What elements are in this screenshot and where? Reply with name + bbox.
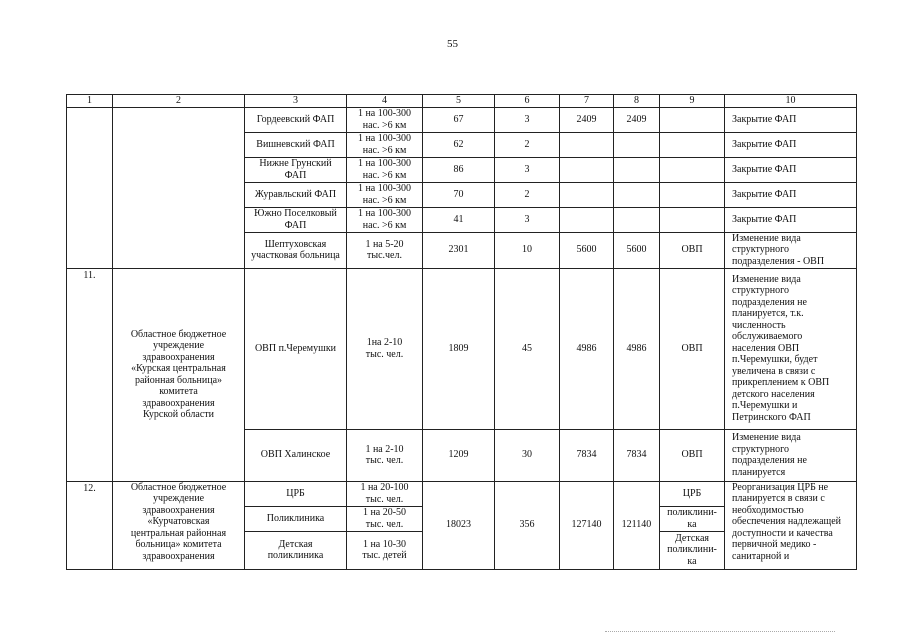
norm-cell: 1 на 100-300 нас. >6 км bbox=[347, 182, 423, 207]
facility-name: Вишневский ФАП bbox=[245, 132, 347, 157]
value-cell: 5600 bbox=[614, 232, 660, 268]
facility-name: Шептуховская участковая больница bbox=[245, 232, 347, 268]
value-cell bbox=[614, 132, 660, 157]
page-number: 55 bbox=[447, 38, 458, 50]
table-row bbox=[67, 481, 857, 506]
notes-cell: Изменение вида структурного подразделения - ОВП bbox=[725, 232, 857, 268]
column-header: 7 bbox=[560, 95, 614, 108]
type-cell bbox=[660, 132, 725, 157]
value-cell: 7834 bbox=[614, 429, 660, 481]
norm-cell: 1 на 20-100 тыс. чел. bbox=[347, 481, 423, 506]
type-cell: ОВП bbox=[660, 232, 725, 268]
type-cell bbox=[660, 157, 725, 182]
facility-name: Гордеевский ФАП bbox=[245, 107, 347, 132]
value-cell: 3 bbox=[495, 107, 560, 132]
value-cell: 1809 bbox=[423, 268, 495, 429]
value-cell bbox=[614, 207, 660, 232]
value-cell: 45 bbox=[495, 268, 560, 429]
notes-cell: Закрытие ФАП bbox=[725, 157, 857, 182]
notes-cell: Закрытие ФАП bbox=[725, 107, 857, 132]
type-cell bbox=[660, 207, 725, 232]
value-cell: 41 bbox=[423, 207, 495, 232]
column-header: 8 bbox=[614, 95, 660, 108]
column-header: 1 bbox=[67, 95, 113, 108]
column-header: 6 bbox=[495, 95, 560, 108]
value-cell bbox=[614, 157, 660, 182]
type-cell: ЦРБ bbox=[660, 481, 725, 506]
organization-cell: Областное бюджетное учреждение здравоохранения «Курская центральная районная больница» комитета здравоохранения Курской области bbox=[113, 268, 245, 481]
value-cell bbox=[560, 207, 614, 232]
type-cell: Детская поликлини- ка bbox=[660, 531, 725, 569]
norm-cell: 1 на 10-30 тыс. детей bbox=[347, 531, 423, 569]
column-header: 9 bbox=[660, 95, 725, 108]
norm-cell: 1 на 100-300 нас. >6 км bbox=[347, 107, 423, 132]
facility-name: ЦРБ bbox=[245, 481, 347, 506]
facility-name: Детская поликлиника bbox=[245, 531, 347, 569]
organization-cell bbox=[113, 107, 245, 268]
column-header: 10 bbox=[725, 95, 857, 108]
value-cell: 127140 bbox=[560, 481, 614, 569]
facility-name: Нижне Грунский ФАП bbox=[245, 157, 347, 182]
value-cell: 3 bbox=[495, 157, 560, 182]
norm-cell: 1 на 5-20 тыс.чел. bbox=[347, 232, 423, 268]
notes-cell: Закрытие ФАП bbox=[725, 182, 857, 207]
column-header: 3 bbox=[245, 95, 347, 108]
value-cell: 2409 bbox=[560, 107, 614, 132]
value-cell: 2301 bbox=[423, 232, 495, 268]
type-cell: поликлини- ка bbox=[660, 506, 725, 531]
value-cell bbox=[560, 132, 614, 157]
notes-cell: Изменение вида структурного подразделения не планируется bbox=[725, 429, 857, 481]
column-number-row bbox=[67, 95, 857, 108]
value-cell: 4986 bbox=[560, 268, 614, 429]
column-header: 5 bbox=[423, 95, 495, 108]
norm-cell: 1 на 2-10 тыс. чел. bbox=[347, 429, 423, 481]
column-header: 4 bbox=[347, 95, 423, 108]
table-row bbox=[67, 268, 857, 429]
value-cell: 4986 bbox=[614, 268, 660, 429]
facilities-table bbox=[66, 94, 857, 570]
value-cell: 30 bbox=[495, 429, 560, 481]
row-number-cell bbox=[67, 107, 113, 268]
value-cell: 7834 bbox=[560, 429, 614, 481]
type-cell bbox=[660, 107, 725, 132]
type-cell: ОВП bbox=[660, 268, 725, 429]
value-cell: 2 bbox=[495, 132, 560, 157]
norm-cell: 1 на 100-300 нас. >6 км bbox=[347, 157, 423, 182]
value-cell: 18023 bbox=[423, 481, 495, 569]
facility-name: Поликлиника bbox=[245, 506, 347, 531]
facility-name: ОВП п.Черемушки bbox=[245, 268, 347, 429]
value-cell bbox=[560, 182, 614, 207]
type-cell: ОВП bbox=[660, 429, 725, 481]
value-cell: 62 bbox=[423, 132, 495, 157]
norm-cell: 1 на 20-50 тыс. чел. bbox=[347, 506, 423, 531]
value-cell: 2 bbox=[495, 182, 560, 207]
facility-name: Журавльский ФАП bbox=[245, 182, 347, 207]
scan-edge-line bbox=[605, 631, 835, 632]
value-cell: 67 bbox=[423, 107, 495, 132]
value-cell: 3 bbox=[495, 207, 560, 232]
value-cell: 356 bbox=[495, 481, 560, 569]
value-cell: 5600 bbox=[560, 232, 614, 268]
notes-cell: Закрытие ФАП bbox=[725, 132, 857, 157]
column-header: 2 bbox=[113, 95, 245, 108]
value-cell bbox=[560, 157, 614, 182]
norm-cell: 1 на 100-300 нас. >6 км bbox=[347, 132, 423, 157]
table-row bbox=[67, 107, 857, 132]
row-number-cell: 11. bbox=[67, 268, 113, 481]
value-cell: 121140 bbox=[614, 481, 660, 569]
facility-name: ОВП Халинское bbox=[245, 429, 347, 481]
notes-cell: Закрытие ФАП bbox=[725, 207, 857, 232]
value-cell: 1209 bbox=[423, 429, 495, 481]
norm-cell: 1 на 100-300 нас. >6 км bbox=[347, 207, 423, 232]
facility-name: Южно Поселковый ФАП bbox=[245, 207, 347, 232]
type-cell bbox=[660, 182, 725, 207]
value-cell: 2409 bbox=[614, 107, 660, 132]
norm-cell: 1на 2-10 тыс. чел. bbox=[347, 268, 423, 429]
notes-cell: Изменение вида структурного подразделения не планируется, т.к. численность обслуживаемого населения ОВП п.Черемушки, будет увеличена в связи с прикреплением к ОВП детского населения п.Черемушки и Петринского ФАП bbox=[725, 268, 857, 429]
value-cell: 10 bbox=[495, 232, 560, 268]
value-cell bbox=[614, 182, 660, 207]
value-cell: 86 bbox=[423, 157, 495, 182]
row-number-cell: 12. bbox=[67, 481, 113, 569]
value-cell: 70 bbox=[423, 182, 495, 207]
organization-cell: Областное бюджетное учреждение здравоохранения «Курчатовская центральная районная больница» комитета здравоохранения bbox=[113, 481, 245, 569]
notes-cell: Реорганизация ЦРБ не планируется в связи с необходимостью обеспечения надлежащей доступности и качества первичной медико - санитарной и bbox=[725, 481, 857, 569]
